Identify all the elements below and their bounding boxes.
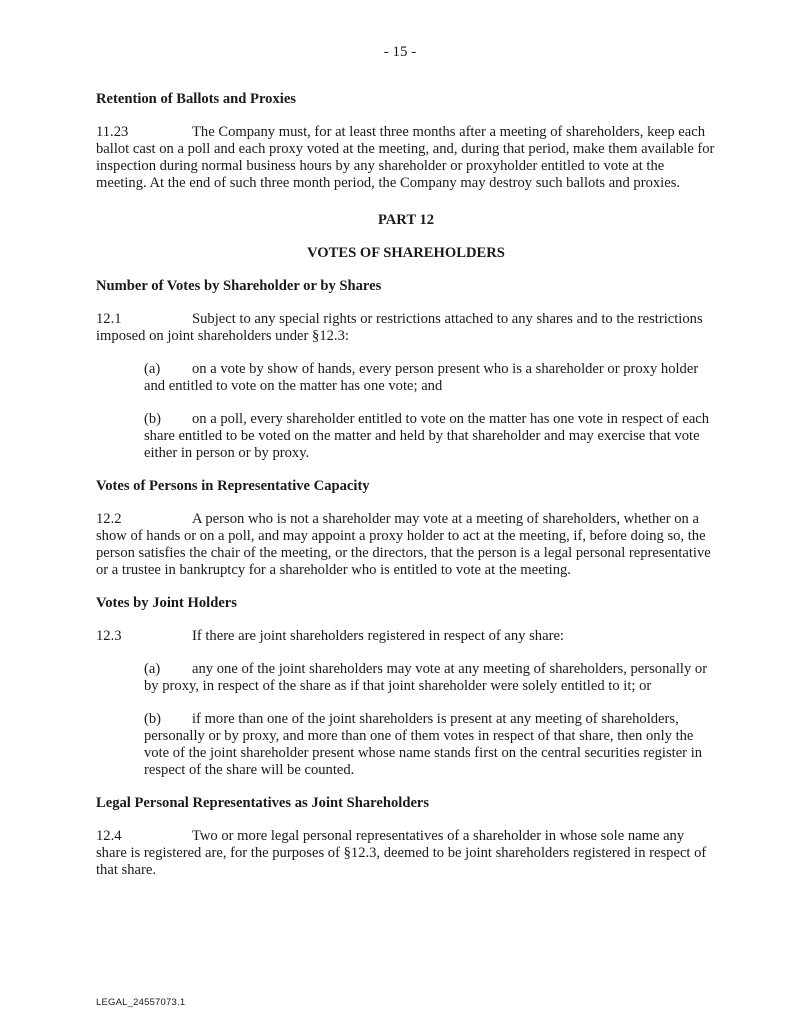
paragraph-text: If there are joint shareholders registered in respect of any share: [192, 628, 564, 644]
paragraph-text: The Company must, for at least three months after a meeting of shareholders, keep each ballot cast on a poll and each proxy voted at the meeting, and, during that period, make them available for inspection during normal business hours by any shareholder or proxyholder entitled to vote at the meeting. At the end of such three month period, the Company may destroy such ballots and proxies. [96, 124, 715, 191]
section-heading-retention: Retention of Ballots and Proxies [96, 91, 296, 107]
subparagraph-text: if more than one of the joint shareholders is present at any meeting of shareholders, personally or by proxy, and more than one of them votes in respect of that share, then only the vote of the joint shareholder present whose name stands first on the central securities register in respect of the share will be counted. [144, 711, 703, 778]
paragraph-text: Subject to any special rights or restrictions attached to any shares and to the restrictions imposed on joint shareholders under §12.3: [96, 311, 703, 344]
section-heading-number-of-votes: Number of Votes by Shareholder or by Shares [96, 278, 382, 294]
paragraph-number: 11.23 [96, 124, 129, 140]
part-label: PART 12 [377, 212, 435, 228]
paragraph-12-1 [96, 311, 716, 345]
paragraph-11-23 [96, 124, 716, 192]
subparagraph-text: any one of the joint shareholders may vote at any meeting of shareholders, personally or by proxy, in respect of the share as if that joint shareholder were solely entitled to it; or [144, 661, 708, 694]
paragraph-text: Two or more legal personal representatives of a shareholder in whose sole name any share is registered are, for the purposes of §12.3, deemed to be joint shareholders registered in respect of that share. [96, 828, 707, 878]
document-reference-footer: LEGAL_24557073.1 [96, 997, 186, 1008]
subparagraph-12-3-b [144, 711, 716, 779]
paragraph-number: 12.2 [96, 511, 122, 527]
page-content [96, 91, 716, 895]
section-heading-joint-holders: Votes by Joint Holders [96, 595, 237, 611]
section-heading-legal-representatives: Legal Personal Representatives as Joint Shareholders [96, 795, 430, 811]
part-title: VOTES OF SHAREHOLDERS [307, 245, 505, 261]
subparagraph-text: on a poll, every shareholder entitled to vote on the matter has one vote in respect of each share entitled to be voted on the matter and held by that shareholder and may exercise that vote either in person or by proxy. [144, 411, 710, 461]
subparagraph-label: (b) [144, 411, 162, 427]
paragraph-number: 12.4 [96, 828, 122, 844]
paragraph-12-4 [96, 828, 716, 879]
subparagraph-12-1-a [144, 361, 716, 395]
subparagraph-12-3-a [144, 661, 716, 695]
subparagraph-text: on a vote by show of hands, every person present who is a shareholder or proxy holder and entitled to vote on the matter has one vote; and [144, 361, 699, 394]
subparagraph-label: (a) [144, 361, 161, 377]
subparagraph-12-1-b [144, 411, 716, 462]
subparagraph-label: (b) [144, 711, 162, 727]
paragraph-number: 12.3 [96, 628, 122, 644]
paragraph-number: 12.1 [96, 311, 122, 327]
page-number: - 15 - [383, 44, 417, 60]
paragraph-12-3 [96, 628, 716, 645]
paragraph-text: A person who is not a shareholder may vote at a meeting of shareholders, whether on a show of hands or on a poll, and may appoint a proxy holder to act at the meeting, if, before doing so, the person satisfies the chair of the meeting, or the directors, that the person is a legal personal representative or a trustee in bankruptcy for a shareholder who is entitled to vote at the meeting. [96, 511, 711, 578]
subparagraph-label: (a) [144, 661, 161, 677]
paragraph-12-2 [96, 511, 716, 579]
section-heading-representative-capacity: Votes of Persons in Representative Capacity [96, 478, 370, 494]
